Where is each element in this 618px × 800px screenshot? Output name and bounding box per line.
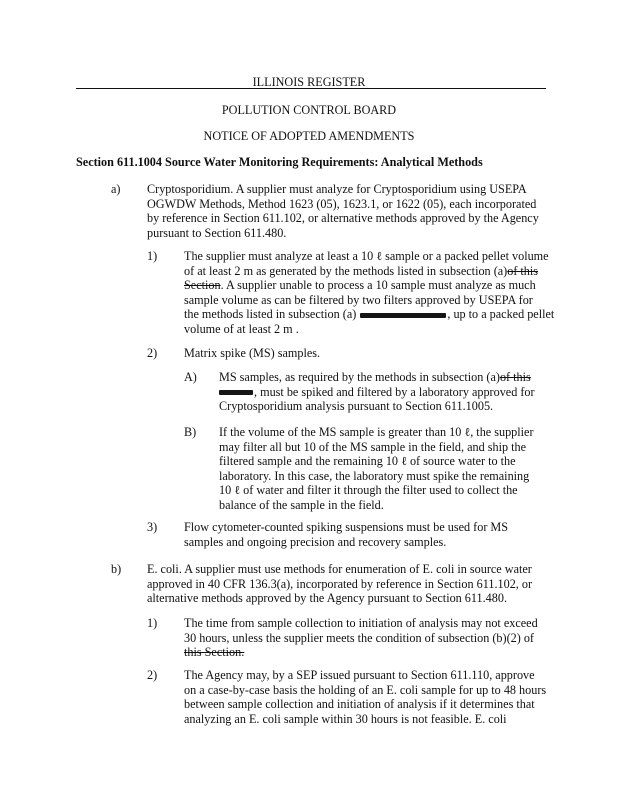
subsection-a2A-label: A) [184, 370, 197, 384]
text-span: the methods listed in subsection (a) [184, 307, 360, 322]
subsection-b2-text [184, 668, 546, 726]
subsection-b-text [147, 562, 532, 606]
deleted-text: this Section. [184, 645, 245, 660]
subsection-a2A-text [219, 370, 535, 414]
section-title: Section 611.1004 Source Water Monitoring Requirements: Analytical Methods [76, 155, 483, 169]
subsection-a3-text [184, 520, 508, 549]
text-line: sample volume as can be filtered by two filters approved by USEPA for [184, 292, 533, 307]
subsection-a1-text [184, 249, 554, 337]
text-line: alternative methods approved by the Agency pursuant to Section 611.480. [147, 591, 508, 606]
text-line: may filter all but 10 of the MS sample in the field, and ship the [219, 439, 526, 454]
text-line [184, 307, 554, 322]
subsection-a2-text: Matrix spike (MS) samples. [184, 346, 321, 360]
register-header: ILLINOIS REGISTER [252, 75, 366, 89]
text-line: between sample collection and initiation of analysis if it determines that [184, 697, 535, 712]
text-line: on a case-by-case basis the holding of an E. coli sample for up to 48 hours [184, 682, 547, 697]
text-line: If the volume of the MS sample is greater than 10 ℓ, the supplier [219, 425, 534, 439]
text-span: of at least 2 m as generated by the methods listed in subsection (a) [184, 263, 508, 278]
header-rule [76, 88, 546, 89]
board-name: POLLUTION CONTROL BOARD [221, 103, 397, 117]
text-line: The time from sample collection to initiation of analysis may not exceed [184, 616, 538, 630]
text-line: E. coli. A supplier must use methods for enumeration of E. coli in source water [147, 562, 532, 576]
text-span: , up to a packed pellet [447, 307, 555, 322]
subsection-a2B-text [219, 425, 534, 513]
subsection-a-text [147, 182, 539, 240]
text-span: . A supplier unable to process a 10 sample must analyze as much [220, 278, 536, 293]
text-line: OGWDW Methods, Method 1623 (05), 1623.1, or 1622 (05), each incorporated [147, 196, 537, 211]
subsection-a-label: a) [111, 182, 121, 196]
text-line: 10 ℓ of water and filter it through the filter used to collect the [219, 483, 518, 498]
text-line: pursuant to Section 611.480. [147, 225, 287, 240]
subsection-b2-label: 2) [147, 668, 158, 682]
subsection-a2-label: 2) [147, 346, 158, 360]
text-line: filtered sample and the remaining 10 ℓ of source water to the [219, 454, 516, 469]
text-line [219, 370, 535, 385]
text-line: Cryptosporidium analysis pursuant to Section 611.1005. [219, 399, 494, 414]
redacted-mark [219, 390, 253, 395]
redacted-mark [360, 313, 446, 318]
subsection-b1-label: 1) [147, 616, 158, 630]
text-line [184, 278, 554, 293]
deleted-text: of this [507, 263, 539, 278]
deleted-text: of this [499, 370, 531, 384]
text-line: The Agency may, by a SEP issued pursuant to Section 611.110, approve [184, 668, 535, 682]
text-line: by reference in Section 611.102, or alternative methods approved by the Agency [147, 211, 539, 226]
text-line: balance of the sample in the field. [219, 497, 384, 512]
text-line: Cryptosporidium. A supplier must analyze for Cryptosporidium using USEPA [147, 182, 527, 196]
text-line: analyzing an E. coli sample within 30 hours is not feasible. E. coli [184, 711, 507, 726]
subsection-a2B-label: B) [184, 425, 197, 439]
subsection-a1-label: 1) [147, 249, 158, 263]
text-line: The supplier must analyze at least a 10 ℓ sample or a packed pellet volume [184, 249, 549, 263]
notice-title: NOTICE OF ADOPTED AMENDMENTS [203, 129, 415, 143]
subsection-b1-text [184, 616, 538, 660]
text-line: Flow cytometer-counted spiking suspensions must be used for MS [184, 520, 509, 534]
text-span: MS samples, as required by the methods in subsection (a) [219, 370, 500, 384]
subsection-a3-label: 3) [147, 520, 158, 534]
deleted-text: Section [184, 278, 221, 293]
text-line: approved in 40 CFR 136.3(a), incorporated by reference in Section 611.102, or [147, 576, 533, 591]
text-line: 30 hours, unless the supplier meets the condition of subsection (b)(2) of [184, 630, 534, 645]
text-line: laboratory. In this case, the laboratory must spike the remaining [219, 468, 530, 483]
text-line [219, 385, 535, 400]
subsection-b-label: b) [111, 562, 122, 576]
text-line [184, 264, 554, 279]
text-line: samples and ongoing precision and recovery samples. [184, 534, 447, 549]
text-line: volume of at least 2 m . [184, 321, 299, 336]
text-span: , must be spiked and filtered by a laboratory approved for [254, 384, 535, 399]
